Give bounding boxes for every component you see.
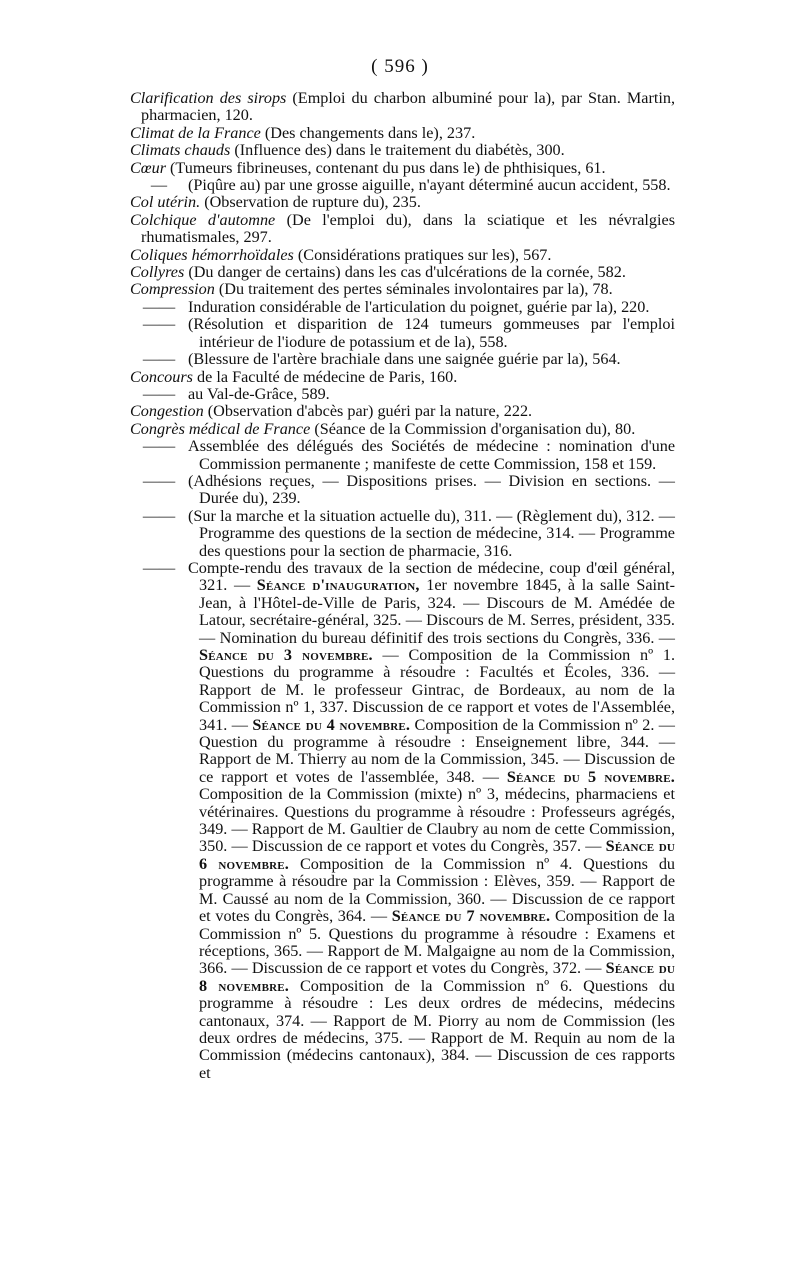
italic-text: médecins cantonaux <box>292 1046 426 1065</box>
index-subentry <box>130 316 675 351</box>
entry-text: (Résolution et disparition de 124 tumeurs gommeuses par l'emploi intérieur de l'iodure de potassium et de la), 558. <box>188 315 675 351</box>
index-entry <box>130 90 675 125</box>
text-run: 1er novembre 1845, à la salle Saint-Jean, à l'Hôtel-de-Ville de Paris, 324. — Discours de <box>199 576 676 612</box>
text-run: , 375. — Rapport de <box>364 1028 510 1047</box>
text-run: au nom de la Commission ( <box>199 1028 676 1065</box>
session-heading: Séance d'inauguration, <box>256 576 420 595</box>
entry-text: Assemblée des délégués des Sociétés de médecine : nomination d'une Commission permanente ; manifeste de cette Commission, 158 et 159. <box>188 437 675 473</box>
entry-heading: Compression <box>130 280 215 299</box>
entry-text: (Tumeurs fibrineuses, contenant du pus dans le) de phthisiques, 61. <box>166 158 606 177</box>
italic-text: M. Piorry <box>413 1011 479 1030</box>
entry-text: de la Faculté de médecine de Paris, 160. <box>192 367 458 386</box>
text-run: — Composition de la Commission nº 1. Questions du programme à résoudre : <box>199 646 675 682</box>
index-entry <box>130 281 675 298</box>
entry-heading: Clarification des sirops <box>130 89 287 107</box>
text-run: , 374. — Rapport de <box>265 1011 414 1030</box>
index-subentry <box>130 438 675 473</box>
index-subentry <box>130 351 675 368</box>
text-run: au nom de cette Commission, 350. — Discussion de ce rapport et votes du Congrès, 357. — <box>199 820 676 856</box>
text-run: Composition de la Commission nº 5. Questions du programme à résoudre : <box>199 907 675 943</box>
ditto-dash: —— <box>142 506 176 525</box>
index-subentry <box>130 508 675 560</box>
index-subentry <box>130 299 675 316</box>
entry-text: (Piqûre au) par une grosse aiguille, n'ayant déterminé aucun accident, 558. <box>188 176 671 195</box>
entry-text: (Des changements dans le), 237. <box>260 123 476 142</box>
page-number: ( 596 ) <box>371 56 429 77</box>
entry-text: (Observation d'abcès par) guéri par la nature, 222. <box>203 402 533 421</box>
index-entry <box>130 264 675 281</box>
text-run: au nom de Commission ( <box>478 1011 657 1030</box>
entry-text: Induration considérable de l'articulation du poignet, guérie par la), 220. <box>188 297 650 316</box>
entry-heading: Cœur <box>130 158 166 177</box>
entry-text: (Séance de la Commission d'organisation du), 80. <box>310 419 636 438</box>
text-run: Composition de la Commission (mixte) nº 3, médecins, pharmaciens et vétérinaires. Questions du programme à résoudre : <box>199 785 675 821</box>
entry-heading: Coliques hémorrhoïdales <box>130 245 294 264</box>
text-run: Composition de la Commission nº 2. — Question du programme à résoudre : <box>199 715 675 752</box>
session-heading: Séance du 6 novembre. <box>199 837 675 873</box>
index-entry <box>130 160 675 177</box>
entry-text: (Du traitement des pertes séminales involontaires par la), 78. <box>214 280 613 299</box>
entry-text: (Adhésions reçues, — Dispositions prises. — Division en sections. — Durée du), 239. <box>188 471 675 508</box>
text-run: au nom de la Commission, 360. — Discussion de ce rapport et votes du Congrès, 364. — <box>199 889 675 926</box>
italic-text: M. Caussé <box>199 889 269 908</box>
text-run: , 365. — Rapport de <box>265 941 404 960</box>
italic-text: M. Requin <box>509 1028 581 1047</box>
session-heading: Séance du 8 novembre. <box>199 959 675 995</box>
text-run: , secrétaire-général, 325. — Discours de <box>241 611 508 630</box>
index-subentry <box>130 177 675 194</box>
ditto-dash: — <box>150 176 168 195</box>
text-run: , de Bordeaux, au nom de la Commission nº 1, 337. Discussion de ce rapport et votes de l'Assemblée, 341. — <box>199 680 675 734</box>
entry-text: (Observation de rupture du), 235. <box>200 193 421 212</box>
entry-text: (Blessure de l'artère brachiale dans une saignée guérie par la), 564. <box>188 350 621 369</box>
entry-heading: Collyres <box>130 263 185 282</box>
italic-text: M. Thierry <box>275 750 347 769</box>
entry-heading: Climats chauds <box>130 141 231 160</box>
text-run: , 336. — Rapport de M. le professeur <box>199 663 676 699</box>
session-heading: Séance du 4 novembre. <box>252 715 411 734</box>
entry-text: (Sur la marche et la situation actuelle du), 311. — (Règlement du), 312. — Programme des questions de la section de médecine, 314. — Programme des questions pour la section de pharmacie, 316. <box>188 506 675 560</box>
ditto-dash: —— <box>142 437 176 456</box>
session-heading: Séance du 5 novembre. <box>506 767 675 786</box>
text-run: Compte-rendu des travaux de la section de médecine, coup d'œil général, 321. — <box>188 558 675 595</box>
entry-heading: Concours <box>130 367 193 386</box>
entry-text: (Emploi du charbon albuminé pour la), par Stan. Martin, pharmacien, 120. <box>141 89 675 125</box>
ditto-dash: —— <box>142 471 176 490</box>
text-run: au nom de la Commission, 345. — Discussion de ce rapport et votes de l'assemblée, 348. — <box>199 750 676 786</box>
entry-heading: Congrès médical de France <box>130 419 311 438</box>
entry-heading: Congestion <box>130 402 204 421</box>
italic-text: Enseignement libre <box>475 733 607 752</box>
ditto-dash: —— <box>142 558 176 577</box>
italic-text: les deux ordres de médecins <box>199 1011 675 1047</box>
text-run: , 344. — Rapport de <box>199 733 676 769</box>
index-entry <box>130 403 675 420</box>
italic-text: M. Gaultier de Claubry <box>327 820 479 839</box>
italic-text: M. Malgaigne <box>403 941 496 960</box>
index-entries <box>130 90 675 1082</box>
entry-text: (De l'emploi du), dans la sciatique et les névralgies rhumatismales, 297. <box>141 210 676 247</box>
ditto-dash: —— <box>142 315 176 334</box>
entry-text: (Du danger de certains) dans les cas d'ulcérations de la cornée, 582. <box>184 263 626 282</box>
index-subentry <box>130 386 675 403</box>
text-run: au nom de la Commission, 366. — Discussion de ce rapport et votes du Congrès, 372. — <box>199 941 675 978</box>
index-entry <box>130 142 675 159</box>
index-entry <box>130 421 675 438</box>
index-subentry <box>130 473 675 508</box>
italic-text: Examens et réceptions <box>199 924 675 960</box>
index-entry <box>130 247 675 264</box>
text-run: Composition de la Commission nº 6. Questions du programme à résoudre : <box>199 976 676 1013</box>
entry-heading: Colchique d'automne <box>130 210 276 229</box>
text-run: , 359. — Rapport de <box>536 872 676 891</box>
entry-text: (Considérations pratiques sur les), 567. <box>293 245 552 264</box>
ditto-dash: —— <box>142 297 176 316</box>
ditto-dash: —— <box>142 350 176 369</box>
entry-text: (Influence des) dans le traitement du diabétès, 300. <box>230 141 565 160</box>
italic-text: Professeurs agrégés, <box>541 802 675 821</box>
index-subentry-compte-rendu <box>130 560 675 1082</box>
entry-text: au Val-de-Grâce, 589. <box>188 384 330 403</box>
session-heading: Séance du 3 novembre. <box>199 646 373 664</box>
italic-text: M. Amédée de Latour <box>199 593 675 630</box>
ditto-dash: —— <box>142 384 176 403</box>
index-entry <box>130 212 675 247</box>
text-run: Composition de la Commission nº 4. Questions du programme à résoudre par la Commission : <box>199 854 676 891</box>
text-run: ), 384. — Discussion de ces rapports et <box>199 1046 676 1082</box>
index-entry <box>130 369 675 386</box>
italic-text: Les deux ordres de médecins, médecins cantonaux <box>199 994 675 1030</box>
index-entry <box>130 125 675 142</box>
italic-text: M. Serres <box>507 611 571 630</box>
entry-heading: Col utérin. <box>130 193 201 212</box>
entry-heading: Climat de la France <box>130 123 261 142</box>
index-entry <box>130 194 675 211</box>
entry-text <box>188 560 675 1082</box>
session-heading: Séance du 7 novembre. <box>391 907 551 926</box>
italic-text: Facultés et Écoles <box>479 663 608 682</box>
italic-text: Gintrac <box>411 680 461 699</box>
text-run: 349. — Rapport de <box>199 820 328 839</box>
italic-text: Elèves <box>493 872 537 891</box>
text-run: , président, 335. — Nomination du bureau définitif des trois sections du Congrès, 336. — <box>199 611 675 647</box>
